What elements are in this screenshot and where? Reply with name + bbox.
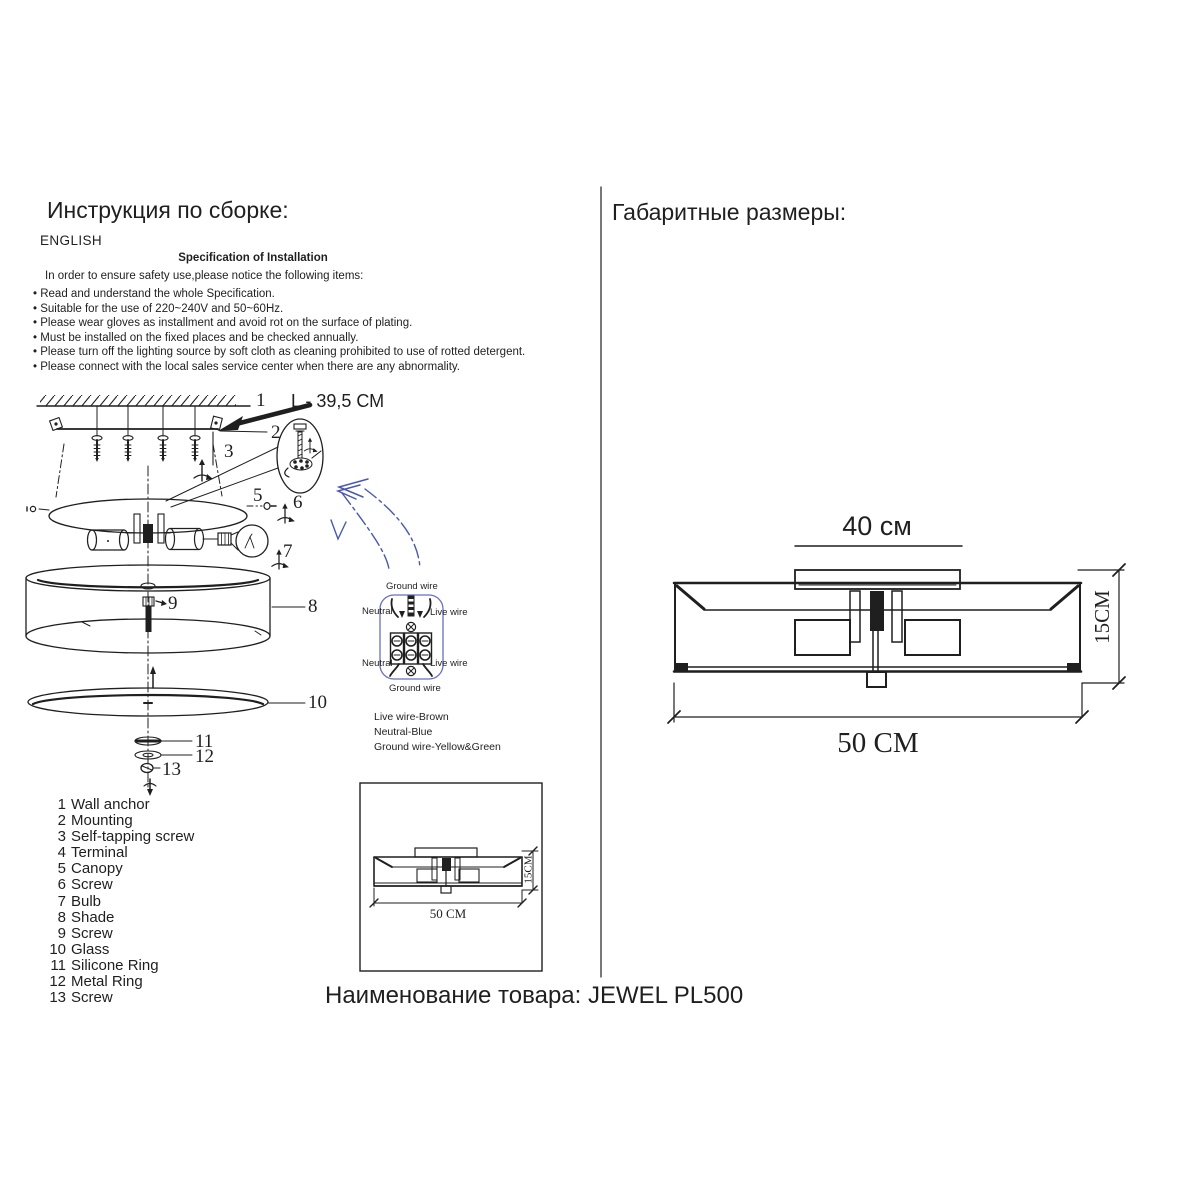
- spec-bullet: • Please connect with the local sales service center when there are any abnormality.: [33, 360, 525, 375]
- parts-list-item: 4 Terminal: [57, 844, 128, 862]
- parts-list-item: 3 Self-tapping screw: [57, 828, 195, 846]
- glass-diffuser: [28, 688, 305, 716]
- spec-bullet: • Please turn off the lighting source by soft cloth as cleaning prohibited to use of rotted detergent.: [33, 345, 525, 360]
- callout-10: 10: [308, 692, 327, 713]
- ground-wire-top-label: Ground wire: [386, 581, 438, 592]
- live-wire-top-label: Live wire: [430, 607, 468, 618]
- language-label: ENGLISH: [40, 233, 103, 248]
- top-width-dimension: 40 см: [842, 511, 912, 541]
- spec-bullet: • Read and understand the whole Specification.: [33, 287, 525, 302]
- callout-5: 5: [253, 485, 263, 506]
- callout-2: 2: [271, 422, 281, 443]
- parts-list-item: 6 Screw: [57, 876, 113, 894]
- inset-side-view: [360, 783, 542, 971]
- spec-bullet-list: [33, 287, 525, 375]
- parts-list-item: 10 Glass: [49, 940, 110, 958]
- inset-height-label: 15CM: [522, 855, 535, 884]
- dimension-drawing: [668, 546, 1125, 723]
- spec-bullet: • Suitable for the use of 220~240V and 50~60Hz.: [33, 302, 525, 317]
- live-wire-bottom-label: Live wire: [430, 658, 468, 669]
- parts-list-item: 9 Screw: [57, 924, 113, 942]
- callout-8: 8: [308, 596, 318, 617]
- right-section-title: Габаритные размеры:: [612, 199, 847, 225]
- wire-color-legend: [374, 710, 501, 755]
- product-name: Наименование товара: JEWEL PL500: [325, 982, 744, 1009]
- spec-intro: In order to ensure safety use,please notice the following items:: [45, 270, 364, 282]
- mounting-assembly: [50, 406, 267, 497]
- neutral-top-label: Neutral: [362, 606, 393, 617]
- height-dimension: 15CM: [1090, 590, 1114, 644]
- spec-bullet: • Must be installed on the fixed places and be checked annually.: [33, 331, 525, 346]
- spec-bullet: • Please wear gloves as installment and avoid rot on the surface of plating.: [33, 316, 525, 331]
- callout-11: 11: [195, 731, 214, 752]
- wire-legend-ground: Ground wire-Yellow&Green: [374, 741, 501, 753]
- callout-9: 9: [168, 593, 178, 614]
- parts-list-item: 7 Bulb: [57, 892, 102, 910]
- length-dimension-label: L - 39,5 СМ: [291, 391, 385, 411]
- ground-wire-bottom-label: Ground wire: [389, 683, 441, 694]
- wire-legend-neutral: Neutral-Blue: [374, 726, 433, 738]
- parts-list-item: 1 Wall anchor: [57, 796, 150, 813]
- blue-callout-arrow: [331, 479, 420, 569]
- neutral-bottom-label: Neutral: [362, 658, 393, 669]
- callout-12: 12: [195, 746, 214, 767]
- assembly-direction-arrow-up: [150, 666, 156, 688]
- bottom-width-dimension: 50 CM: [837, 727, 919, 759]
- parts-list-item: 11 Silicone Ring: [50, 956, 159, 974]
- ceiling-hatch: [37, 395, 250, 406]
- callout-6: 6: [293, 492, 303, 513]
- spec-heading: Specification of Installation: [178, 252, 328, 264]
- shade-drum: [26, 565, 305, 653]
- left-section-title: Инструкция по сборке:: [47, 197, 289, 223]
- callout-1: 1: [256, 390, 266, 411]
- callout-7: 7: [283, 541, 293, 562]
- parts-list-item: 5 Canopy: [57, 860, 123, 878]
- inset-width-label: 50 CM: [429, 906, 467, 921]
- canopy-assembly: [27, 499, 295, 569]
- callout-13: 13: [162, 759, 181, 780]
- parts-list-item: 13 Screw: [49, 989, 113, 1007]
- callout-3: 3: [224, 441, 234, 462]
- parts-list-item: 12 Metal Ring: [49, 973, 143, 991]
- parts-list-item: 2 Mounting: [57, 812, 133, 830]
- parts-list-item: 8 Shade: [57, 908, 115, 926]
- wire-legend-live: Live wire-Brown: [374, 711, 449, 723]
- parts-list: [44, 797, 194, 1006]
